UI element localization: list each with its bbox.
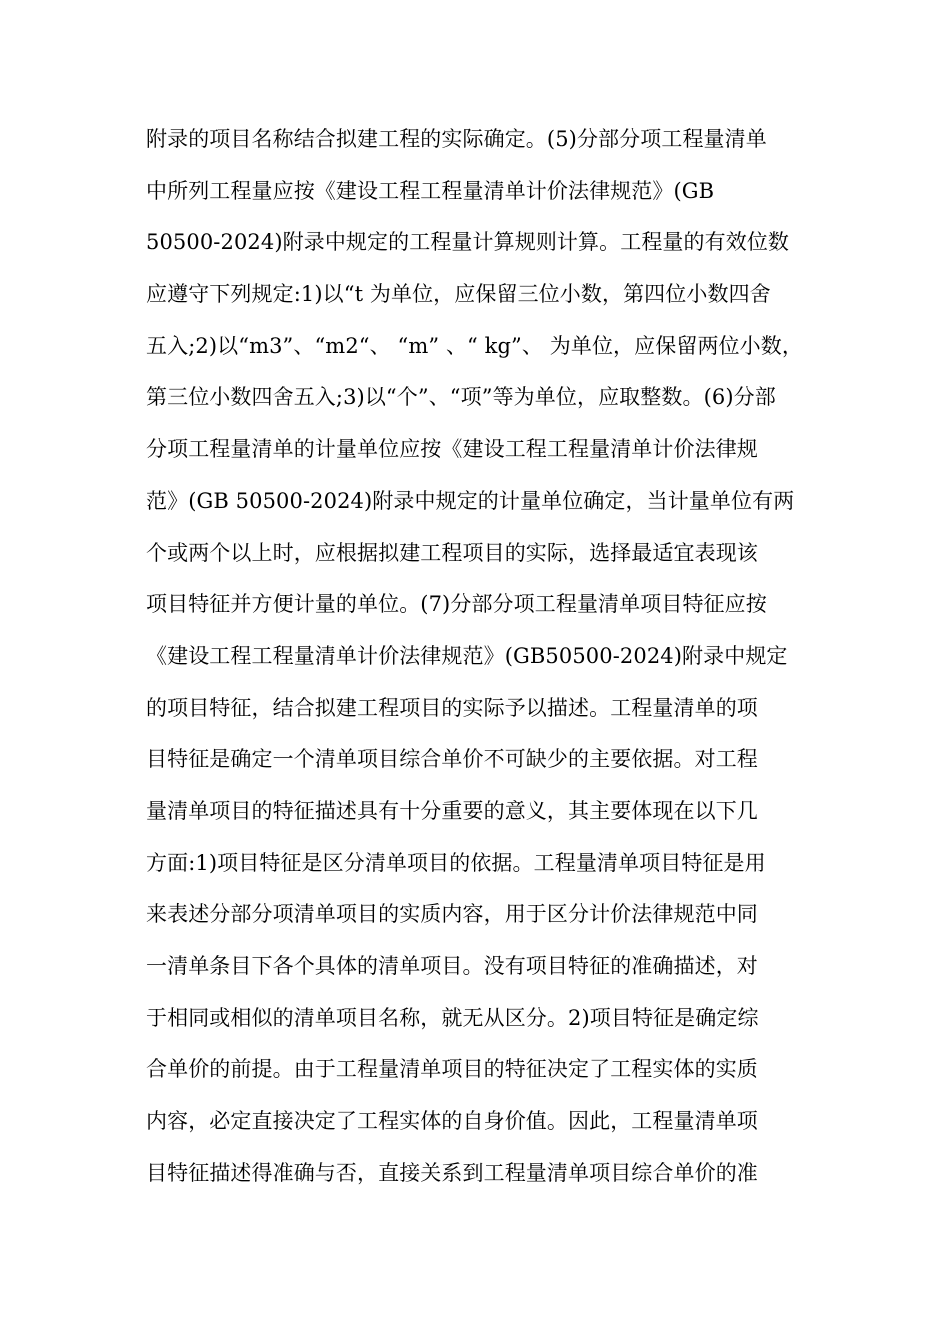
text-line: 个或两个以上时，应根据拟建工程项目的实际，选择最适宜表现该 (146, 540, 758, 565)
text-line: 第三位小数四舍五入;3)以“个”、“项”等为单位，应取整数。(6)分部 (146, 385, 776, 410)
text-line: 《建设工程工程量清单计价法律规范》(GB50500-2024)附录中规定 (146, 643, 788, 668)
text-line: 一清单条目下各个具体的清单项目。没有项目特征的准确描述，对 (146, 954, 758, 978)
body-text (146, 114, 806, 1199)
text-line: 项目特征并方便计量的单位。(7)分部分项工程量清单项目特征应按 (146, 592, 767, 617)
text-line: 量清单项目的特征描述具有十分重要的意义，其主要体现在以下几 (146, 798, 758, 823)
text-line: 附录的项目名称结合拟建工程的实际确定。(5)分部分项工程量清单 (146, 127, 767, 151)
text-line: 分项工程量清单的计量单位应按《建设工程工程量清单计价法律规 (146, 437, 758, 462)
text-line: 于相同或相似的清单项目名称，就无从区分。2)项目特征是确定综 (146, 1005, 759, 1030)
text-line: 内容，必定直接决定了工程实体的自身价值。因此，工程量清单项 (146, 1109, 758, 1134)
text-line: 来表述分部分项清单项目的实质内容，用于区分计价法律规范中同 (146, 902, 758, 927)
text-line: 目特征是确定一个清单项目综合单价不可缺少的主要依据。对工程 (146, 747, 758, 772)
text-line: 方面:1)项目特征是区分清单项目的依据。工程量清单项目特征是用 (146, 850, 766, 875)
text-line: 的项目特征，结合拟建工程项目的实际予以描述。工程量清单的项 (146, 695, 758, 720)
text-line: 中所列工程量应按《建设工程工程量清单计价法律规范》(GB (146, 178, 715, 203)
text-line: 五入;2)以“m3”、“m2“、 “m” 、“ kg”、 为单位，应保留两位小数， (146, 333, 803, 358)
text-line: 范》(GB 50500-2024)附录中规定的计量单位确定，当计量单位有两 (146, 488, 795, 513)
text-line: 合单价的前提。由于工程量清单项目的特征决定了工程实体的实质 (146, 1057, 758, 1082)
text-line: 目特征描述得准确与否，直接关系到工程量清单项目综合单价的准 (146, 1160, 758, 1185)
text-line: 50500-2024)附录中规定的工程量计算规则计算。工程量的有效位数 (146, 230, 790, 255)
text-line: 应遵守下列规定:1)以“t 为单位，应保留三位小数，第四位小数四舍 (146, 282, 771, 307)
